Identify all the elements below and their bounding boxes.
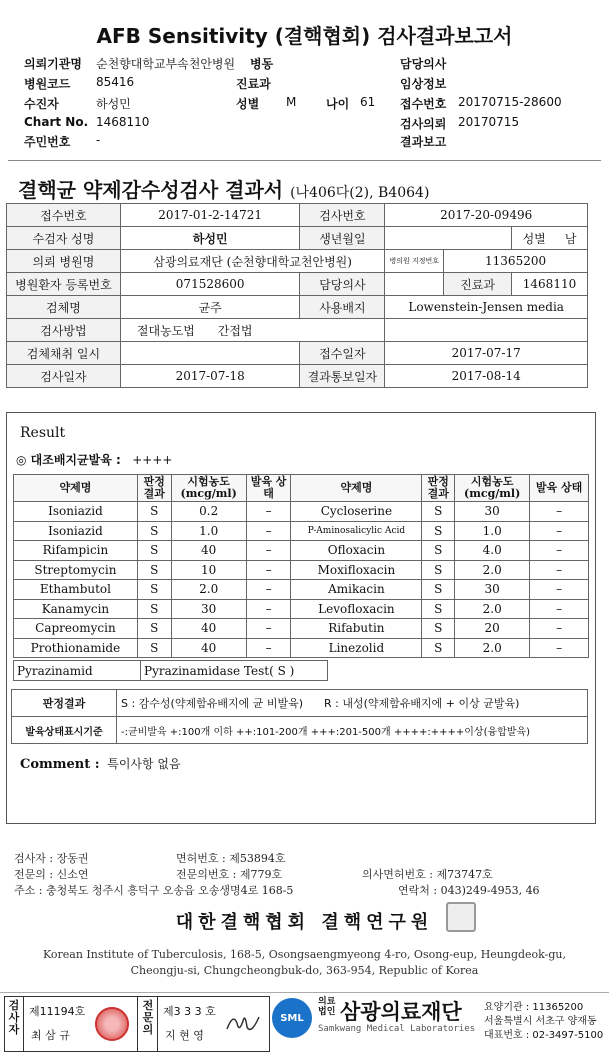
receipt-no-label: 접수번호 bbox=[7, 204, 121, 227]
testdate: 2017-07-18 bbox=[120, 365, 300, 388]
growth: – bbox=[530, 638, 589, 658]
medium: Lowenstein-Jensen media bbox=[385, 296, 588, 319]
patient-name: 하성민 bbox=[120, 227, 300, 250]
dept-label: 진료과 bbox=[236, 77, 271, 91]
drug-name: P-Aminosalicylic Acid bbox=[291, 521, 422, 541]
drug-row bbox=[14, 541, 589, 561]
conc-header: 시험농도 (mcg/ml) bbox=[455, 475, 530, 502]
drug-name: Ethambutol bbox=[14, 580, 138, 600]
patient-label: 수진자 bbox=[24, 97, 59, 111]
patient-value: 하성민 bbox=[96, 97, 131, 111]
growth-header: 발육 상태 bbox=[530, 475, 589, 502]
org-en: Samkwang Medical Laboratories bbox=[318, 1024, 476, 1034]
concentration: 30 bbox=[455, 502, 530, 522]
judge: S bbox=[137, 521, 171, 541]
judge: S bbox=[422, 541, 455, 561]
concentration: 30 bbox=[455, 580, 530, 600]
designated-no: 11365200 bbox=[444, 250, 588, 273]
tester-name: 최 삼 규 bbox=[31, 1029, 70, 1042]
drug-row bbox=[14, 619, 589, 639]
growth: – bbox=[530, 502, 589, 522]
divider bbox=[8, 160, 601, 161]
hospital-value: 순천향대학교부속천안병원 bbox=[96, 57, 236, 71]
specialist-vlabel: 전문의 bbox=[142, 999, 154, 1036]
notify-label: 결과통보일자 bbox=[300, 365, 385, 388]
growth: – bbox=[246, 599, 291, 619]
receipt-value: 20170715-28600 bbox=[458, 95, 562, 109]
ward-label: 병동 bbox=[250, 57, 274, 71]
growth: – bbox=[246, 619, 291, 639]
concentration: 2.0 bbox=[171, 580, 246, 600]
sex-value: M bbox=[286, 95, 297, 109]
judge: S bbox=[422, 580, 455, 600]
concentration: 40 bbox=[171, 541, 246, 561]
report-title: 결핵균 약제감수성검사 결과서 (나406다(2), B4064) bbox=[18, 178, 430, 202]
growth: – bbox=[246, 638, 291, 658]
drug-name: Rifampicin bbox=[14, 541, 138, 561]
notify: 2017-08-14 bbox=[385, 365, 588, 388]
org-type: 의료 법인 bbox=[318, 997, 336, 1017]
hospital-name-label: 의뢰 병원명 bbox=[7, 250, 121, 273]
drug-header: 약제명 bbox=[291, 475, 422, 502]
age-value: 61 bbox=[360, 95, 376, 109]
drug-name: Prothionamide bbox=[14, 638, 138, 658]
request-value: 20170715 bbox=[458, 115, 520, 129]
specialist-no: 제3 3 3 호 bbox=[163, 1005, 216, 1018]
concentration: 2.0 bbox=[455, 560, 530, 580]
dob bbox=[385, 227, 512, 250]
drug-name: Isoniazid bbox=[14, 521, 138, 541]
judge: S bbox=[137, 638, 171, 658]
institute-name: 대한결핵협회 결핵연구원 bbox=[175, 912, 434, 933]
tester: 검사자 : 장동권 bbox=[14, 852, 89, 865]
specimen-label: 검체명 bbox=[7, 296, 121, 319]
hospital-label: 의뢰기관명 bbox=[24, 57, 82, 71]
comment: Comment : 특이사항 없음 bbox=[20, 757, 181, 772]
pyrazinamid-row bbox=[13, 660, 328, 681]
reg-label: 병원환자 등록번호 bbox=[7, 273, 121, 296]
test-no: 2017-20-09496 bbox=[385, 204, 588, 227]
drug-name: Linezolid bbox=[291, 638, 422, 658]
org-tel: 대표번호 : 02-3497-5100 bbox=[484, 1030, 604, 1041]
concentration: 30 bbox=[171, 599, 246, 619]
judge: S bbox=[422, 521, 455, 541]
concentration: 40 bbox=[171, 638, 246, 658]
method: 절대농도법 간접법 bbox=[120, 319, 384, 342]
drug-name: Amikacin bbox=[291, 580, 422, 600]
specialist-name: 지 현 영 bbox=[165, 1029, 204, 1042]
growth-header: 발육 상태 bbox=[246, 475, 291, 502]
growth: – bbox=[530, 541, 589, 561]
hospital-name: 삼광의료재단 (순천향대학교천안병원) bbox=[120, 250, 384, 273]
drug-header: 약제명 bbox=[14, 475, 138, 502]
judge: S bbox=[137, 619, 171, 639]
judge: S bbox=[137, 502, 171, 522]
attending-label: 담당의사 bbox=[300, 273, 385, 296]
institute-en-2: Cheongju-si, Chungcheongbuk-do, 363-954, Republic of Korea bbox=[130, 964, 479, 977]
judge-header: 판정 결과 bbox=[137, 475, 171, 502]
specialist: 전문의 : 신소연 bbox=[14, 868, 89, 881]
drug-name: Streptomycin bbox=[14, 560, 138, 580]
growth: – bbox=[530, 580, 589, 600]
drug-row bbox=[14, 599, 589, 619]
growth: – bbox=[530, 560, 589, 580]
growth: – bbox=[246, 502, 291, 522]
growth: – bbox=[530, 599, 589, 619]
sex-label: 성별 bbox=[236, 97, 260, 111]
testdate-label: 검사일자 bbox=[7, 365, 121, 388]
code-value: 85416 bbox=[96, 75, 135, 89]
code-label: 병원코드 bbox=[24, 77, 71, 91]
drug-name: Cycloserine bbox=[291, 502, 422, 522]
pyra-value: Pyrazinamidase Test( S ) bbox=[141, 661, 328, 681]
pyra-label: Pyrazinamid bbox=[14, 661, 141, 681]
org-code: 요양기관 : 11365200 bbox=[484, 1002, 584, 1013]
growth-legend-label: 발육상태표시기준 bbox=[12, 717, 117, 744]
patient-name-label: 수검자 성명 bbox=[7, 227, 121, 250]
org-addr: 서울특별시 서초구 양재동 bbox=[484, 1016, 597, 1027]
concentration: 40 bbox=[171, 619, 246, 639]
growth-legend: -:균비발육 +:100개 이하 ++:101-200개 +++:201-500개 ++++:++++이상(융합발육) bbox=[117, 717, 588, 744]
tester-license: 면허번호 : 제53894호 bbox=[176, 852, 286, 865]
judge: S bbox=[422, 599, 455, 619]
attending bbox=[385, 273, 444, 296]
page-title: AFB Sensitivity (결핵협회) 검사결과보고서 bbox=[96, 24, 513, 48]
recv: 2017-07-17 bbox=[385, 342, 588, 365]
judge: S bbox=[422, 502, 455, 522]
drug-name: Capreomycin bbox=[14, 619, 138, 639]
concentration: 0.2 bbox=[171, 502, 246, 522]
control-growth: ◎ 대조배지균발육 : ++++ bbox=[16, 453, 173, 467]
specimen: 균주 bbox=[120, 296, 300, 319]
address: 주소 : 충청북도 청주시 흥덕구 오송읍 오송생명4로 168-5 bbox=[14, 884, 294, 897]
age-label: 나이 bbox=[326, 97, 350, 111]
rrn-label: 주민번호 bbox=[24, 135, 71, 149]
chart-value: 1468110 bbox=[96, 115, 150, 129]
doctor-license: 의사면허번호 : 제73747호 bbox=[362, 868, 493, 881]
judge: S bbox=[422, 560, 455, 580]
institute-seal bbox=[446, 902, 476, 932]
drug-row bbox=[14, 560, 589, 580]
sex-cell: 성별 남 bbox=[512, 227, 588, 250]
method-blank bbox=[385, 319, 588, 342]
growth: – bbox=[530, 521, 589, 541]
judge: S bbox=[137, 580, 171, 600]
conc-header: 시험농도 (mcg/ml) bbox=[171, 475, 246, 502]
tester-stamp bbox=[95, 1007, 129, 1041]
receipt-label: 접수번호 bbox=[400, 97, 447, 111]
receipt-no: 2017-01-2-14721 bbox=[120, 204, 300, 227]
report-label: 결과보고 bbox=[400, 135, 447, 149]
concentration: 10 bbox=[171, 560, 246, 580]
result-label: Result bbox=[20, 425, 66, 441]
collect-label: 검체채취 일시 bbox=[7, 342, 121, 365]
concentration: 20 bbox=[455, 619, 530, 639]
judge-legend-label: 판정결과 bbox=[12, 690, 117, 717]
reg-no: 071528600 bbox=[120, 273, 300, 296]
bottom-divider bbox=[0, 992, 609, 993]
dob-label: 생년월일 bbox=[300, 227, 385, 250]
concentration: 4.0 bbox=[455, 541, 530, 561]
drug-row bbox=[14, 502, 589, 522]
drug-row bbox=[14, 521, 589, 541]
medium-label: 사용배지 bbox=[300, 296, 385, 319]
judge: S bbox=[137, 560, 171, 580]
drug-name: Levofloxacin bbox=[291, 599, 422, 619]
drug-name: Rifabutin bbox=[291, 619, 422, 639]
doctor-label: 담당의사 bbox=[400, 57, 447, 71]
signature-icon bbox=[223, 1009, 263, 1039]
concentration: 2.0 bbox=[455, 599, 530, 619]
test-no-label: 검사번호 bbox=[300, 204, 385, 227]
judge: S bbox=[422, 619, 455, 639]
judge: S bbox=[137, 599, 171, 619]
recv-label: 접수일자 bbox=[300, 342, 385, 365]
designated-label: 병의원 지정번호 bbox=[385, 250, 444, 273]
clinical-label: 임상정보 bbox=[400, 77, 447, 91]
drug-name: Isoniazid bbox=[14, 502, 138, 522]
drug-row bbox=[14, 580, 589, 600]
org-name: 삼광의료재단 bbox=[340, 1000, 462, 1024]
sml-logo: SML bbox=[272, 998, 312, 1038]
drug-row bbox=[14, 638, 589, 658]
specialist-license: 전문의번호 : 제779호 bbox=[176, 868, 283, 881]
concentration: 1.0 bbox=[455, 521, 530, 541]
growth: – bbox=[246, 580, 291, 600]
drug-table bbox=[13, 474, 589, 658]
growth: – bbox=[246, 541, 291, 561]
collect bbox=[120, 342, 300, 365]
request-label: 검사의뢰 bbox=[400, 117, 447, 131]
growth: – bbox=[246, 560, 291, 580]
concentration: 1.0 bbox=[171, 521, 246, 541]
dept-cell-label: 진료과 bbox=[444, 273, 512, 296]
method-label: 검사방법 bbox=[7, 319, 121, 342]
concentration: 2.0 bbox=[455, 638, 530, 658]
tester-no: 제11194호 bbox=[29, 1005, 86, 1018]
judge-legend: S : 감수성(약제함유배지에 균 비발육) R : 내성(약제함유배지에 + 이상 균발육) bbox=[117, 690, 588, 717]
chart-label: Chart No. bbox=[24, 115, 89, 129]
judge: S bbox=[137, 541, 171, 561]
signature-box bbox=[4, 996, 270, 1052]
contact: 연락처 : 043)249-4953, 46 bbox=[398, 884, 540, 897]
drug-name: Ofloxacin bbox=[291, 541, 422, 561]
judge: S bbox=[422, 638, 455, 658]
institute-en-1: Korean Institute of Tuberculosis, 168-5, Osongsaengmyeong 4-ro, Osong-eup, Heungdeok-gu, bbox=[42, 948, 566, 961]
growth: – bbox=[246, 521, 291, 541]
dept-cell: 1468110 bbox=[512, 273, 588, 296]
tester-vlabel: 검사자 bbox=[8, 999, 20, 1036]
drug-name: Moxifloxacin bbox=[291, 560, 422, 580]
rrn-value: - bbox=[96, 133, 101, 147]
judge-header: 판정 결과 bbox=[422, 475, 455, 502]
info-table bbox=[6, 203, 588, 388]
drug-name: Kanamycin bbox=[14, 599, 138, 619]
growth: – bbox=[530, 619, 589, 639]
legend-table bbox=[11, 689, 588, 744]
